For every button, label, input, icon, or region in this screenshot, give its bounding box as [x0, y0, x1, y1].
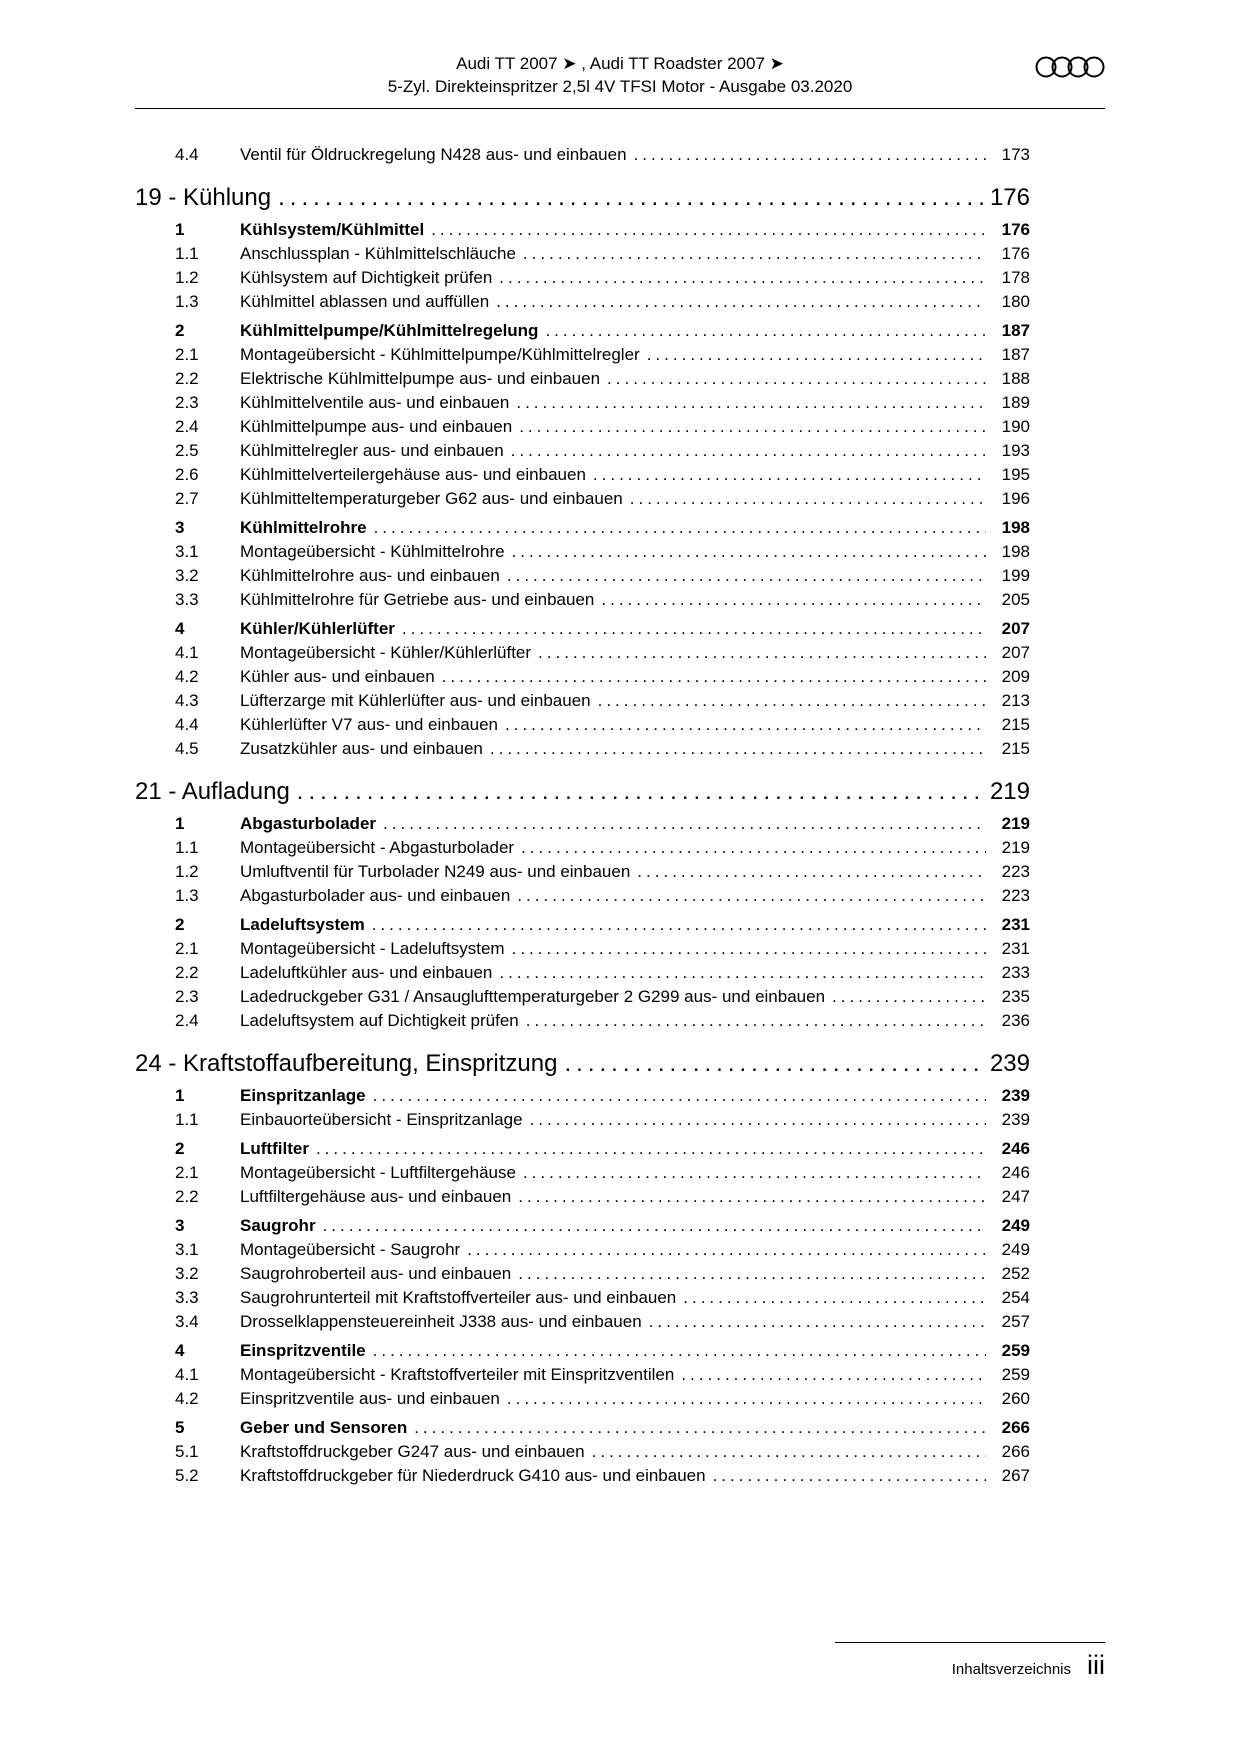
entry-number: 2.6: [175, 465, 199, 484]
entry-number: 2.4: [175, 417, 199, 436]
entry-title: Geber und Sensoren: [240, 1418, 408, 1437]
entry-title: Abgasturbolader aus- und einbauen: [240, 886, 511, 905]
entry-number: 1.2: [175, 862, 199, 881]
dot-leader: [376, 812, 986, 836]
dot-leader: [435, 665, 986, 689]
toc-section-row: [135, 617, 1030, 641]
entry-page-number: 188: [1001, 369, 1030, 388]
entry-number: 2.1: [175, 939, 199, 958]
entry-page-number: 215: [1001, 739, 1030, 758]
dot-leader: [366, 1084, 986, 1108]
entry-page-number: 190: [1001, 417, 1030, 436]
entry-page-number: 252: [1001, 1264, 1030, 1283]
dot-leader: [290, 777, 986, 807]
dot-leader: [365, 913, 986, 937]
entry-title: Ladeluftsystem auf Dichtigkeit prüfen: [240, 1011, 519, 1030]
dot-leader: [367, 516, 986, 540]
entry-page-number: 193: [1001, 441, 1030, 460]
entry-page-number: 266: [1001, 1418, 1030, 1437]
dot-leader: [460, 1238, 986, 1262]
entry-number: 4.1: [175, 643, 199, 662]
toc-chapter-row: [135, 183, 1030, 213]
chapter-title: 24 - Kraftstoffaufbereitung, Einspritzung: [135, 1050, 558, 1077]
entry-page-number: 198: [1001, 542, 1030, 561]
toc-section-row: [135, 1084, 1030, 1108]
entry-number: 3: [175, 1216, 185, 1235]
entry-page-number: 239: [1001, 1086, 1030, 1105]
toc-entry-row: [135, 1161, 1030, 1185]
entry-title: Kühlmittelpumpe/Kühlmittelregelung: [240, 321, 539, 340]
toc-entry-row: [135, 937, 1030, 961]
entry-page-number: 259: [1001, 1365, 1030, 1384]
entry-title: Kühler aus- und einbauen: [240, 667, 435, 686]
entry-title: Kühlmittel ablassen und auffüllen: [240, 292, 490, 311]
dot-leader: [498, 713, 986, 737]
entry-page-number: 231: [1001, 915, 1030, 934]
toc-section-row: [135, 516, 1030, 540]
toc-entry-row: [135, 1185, 1030, 1209]
entry-page-number: 180: [1001, 292, 1030, 311]
dot-leader: [492, 266, 986, 290]
dot-leader: [591, 689, 986, 713]
entry-title: Kühlmittelrohre: [240, 518, 367, 537]
toc-entry-row: [135, 1387, 1030, 1411]
dot-leader: [492, 961, 986, 985]
entry-number: 2.3: [175, 987, 199, 1006]
entry-page-number: 189: [1001, 393, 1030, 412]
entry-page-number: 198: [1001, 518, 1030, 537]
entry-number: 2.5: [175, 441, 199, 460]
toc-entry-row: [135, 343, 1030, 367]
toc-entry-row: [135, 143, 1030, 167]
entry-title: Montageübersicht - Ladeluftsystem: [240, 939, 505, 958]
dot-leader: [519, 1009, 986, 1033]
entry-title: Kühlerlüfter V7 aus- und einbauen: [240, 715, 499, 734]
entry-title: Elektrische Kühlmittelpumpe aus- und einbauen: [240, 369, 601, 388]
entry-title: Umluftventil für Turbolader N249 aus- und einbauen: [240, 862, 631, 881]
dot-leader: [504, 439, 986, 463]
entry-page-number: 205: [1001, 590, 1030, 609]
toc-entry-row: [135, 641, 1030, 665]
entry-number: 1.1: [175, 244, 199, 263]
toc-entry-row: [135, 242, 1030, 266]
entry-number: 1.2: [175, 268, 199, 287]
entry-title: Kühler/Kühlerlüfter: [240, 619, 395, 638]
toc-entry-row: [135, 439, 1030, 463]
entry-title: Zusatzkühler aus- und einbauen: [240, 739, 483, 758]
entry-number: 4.3: [175, 691, 199, 710]
dot-leader: [674, 1363, 986, 1387]
entry-title: Montageübersicht - Kühler/Kühlerlüfter: [240, 643, 532, 662]
entry-title: Montageübersicht - Luftfiltergehäuse: [240, 1163, 516, 1182]
entry-title: Saugrohrunterteil mit Kraftstoffverteiler aus- und einbauen: [240, 1288, 677, 1307]
entry-title: Kühlsystem/Kühlmittel: [240, 220, 425, 239]
entry-page-number: 209: [1001, 667, 1030, 686]
entry-number: 2.4: [175, 1011, 199, 1030]
entry-title: Kühlmittelrohre für Getriebe aus- und einbauen: [240, 590, 595, 609]
toc-section-row: [135, 218, 1030, 242]
entry-page-number: 249: [1001, 1240, 1030, 1259]
chapter-title: 21 - Aufladung: [135, 778, 290, 805]
entry-page-number: 239: [989, 1050, 1030, 1077]
toc-entry-row: [135, 860, 1030, 884]
dot-leader: [538, 319, 986, 343]
header-title-line2: 5-Zyl. Direkteinspritzer 2,5l 4V TFSI Motor - Ausgabe 03.2020: [387, 77, 853, 96]
footer-label: Inhaltsverzeichnis: [951, 1661, 1071, 1678]
entry-number: 3: [175, 518, 185, 537]
entry-title: Kühlmittelpumpe aus- und einbauen: [240, 417, 513, 436]
chapter-title: 19 - Kühlung: [135, 184, 272, 211]
entry-title: Ladedruckgeber G31 / Ansauglufttemperaturgeber 2 G299 aus- und einbauen: [240, 987, 826, 1006]
toc-entry-row: [135, 1262, 1030, 1286]
page-footer: [135, 1642, 1105, 1679]
entry-number: 2.2: [175, 369, 199, 388]
toc-entry-row: [135, 1440, 1030, 1464]
page-header: [135, 52, 1105, 109]
entry-title: Ladeluftsystem: [240, 915, 365, 934]
entry-page-number: 257: [1001, 1312, 1030, 1331]
entry-page-number: 266: [1001, 1442, 1030, 1461]
entry-title: Einspritzventile: [240, 1341, 366, 1360]
entry-title: Montageübersicht - Kraftstoffverteiler mit Einspritzventilen: [240, 1365, 675, 1384]
entry-number: 2.1: [175, 345, 199, 364]
dot-leader: [483, 737, 986, 761]
dot-leader: [489, 290, 986, 314]
dot-leader: [516, 1161, 986, 1185]
entry-page-number: 259: [1001, 1341, 1030, 1360]
toc-section-row: [135, 1137, 1030, 1161]
entry-number: 3.1: [175, 1240, 199, 1259]
entry-number: 2.1: [175, 1163, 199, 1182]
toc-entry-row: [135, 665, 1030, 689]
toc-section-row: [135, 1214, 1030, 1238]
entry-page-number: 176: [1001, 220, 1030, 239]
entry-number: 1: [175, 814, 185, 833]
toc-entry-row: [135, 961, 1030, 985]
dot-leader: [585, 1440, 986, 1464]
dot-leader: [512, 415, 986, 439]
toc: [135, 143, 1030, 1488]
dot-leader: [395, 617, 986, 641]
entry-number: 5.2: [175, 1466, 199, 1485]
toc-entry-row: [135, 985, 1030, 1009]
dot-leader: [316, 1214, 986, 1238]
dot-leader: [523, 1108, 986, 1132]
entry-title: Drosselklappensteuereinheit J338 aus- und einbauen: [240, 1312, 642, 1331]
dot-leader: [531, 641, 986, 665]
entry-number: 1.3: [175, 886, 199, 905]
toc-section-row: [135, 812, 1030, 836]
dot-leader: [510, 884, 986, 908]
entry-title: Kraftstoffdruckgeber für Niederdruck G410 aus- und einbauen: [240, 1466, 706, 1485]
entry-number: 4.2: [175, 667, 199, 686]
dot-leader: [557, 1049, 986, 1079]
toc-entry-row: [135, 588, 1030, 612]
entry-number: 1: [175, 220, 185, 239]
entry-number: 3.2: [175, 566, 199, 585]
entry-page-number: 233: [1001, 963, 1030, 982]
dot-leader: [500, 564, 986, 588]
entry-page-number: 176: [1001, 244, 1030, 263]
entry-page-number: 247: [1001, 1187, 1030, 1206]
entry-title: Einspritzanlage: [240, 1086, 366, 1105]
dot-leader: [500, 1387, 986, 1411]
toc-entry-row: [135, 884, 1030, 908]
entry-title: Saugrohroberteil aus- und einbauen: [240, 1264, 512, 1283]
toc-entry-row: [135, 367, 1030, 391]
entry-page-number: 260: [1001, 1389, 1030, 1408]
toc-entry-row: [135, 415, 1030, 439]
dot-leader: [424, 218, 986, 242]
dot-leader: [642, 1310, 986, 1334]
entry-number: 4: [175, 619, 185, 638]
dot-leader: [309, 1137, 986, 1161]
toc-entry-row: [135, 713, 1030, 737]
entry-number: 3.2: [175, 1264, 199, 1283]
entry-title: Ladeluftkühler aus- und einbauen: [240, 963, 493, 982]
dot-leader: [706, 1464, 986, 1488]
entry-number: 2: [175, 1139, 185, 1158]
entry-title: Montageübersicht - Kühlmittelrohre: [240, 542, 505, 561]
entry-number: 4.5: [175, 739, 199, 758]
dot-leader: [511, 1185, 986, 1209]
entry-title: Kühlmitteltemperaturgeber G62 aus- und einbauen: [240, 489, 623, 508]
entry-title: Luftfiltergehäuse aus- und einbauen: [240, 1187, 512, 1206]
toc-entry-row: [135, 540, 1030, 564]
entry-page-number: 246: [1001, 1163, 1030, 1182]
toc-entry-row: [135, 836, 1030, 860]
entry-number: 1: [175, 1086, 185, 1105]
entry-page-number: 213: [1001, 691, 1030, 710]
entry-title: Montageübersicht - Kühlmittelpumpe/Kühlmittelregler: [240, 345, 640, 364]
entry-number: 2: [175, 915, 185, 934]
entry-title: Abgasturbolader: [240, 814, 377, 833]
entry-number: 4.4: [175, 145, 199, 164]
entry-page-number: 235: [1001, 987, 1030, 1006]
dot-leader: [630, 860, 986, 884]
entry-page-number: 207: [1001, 643, 1030, 662]
entry-page-number: 187: [1001, 345, 1030, 364]
entry-page-number: 178: [1001, 268, 1030, 287]
dot-leader: [511, 1262, 986, 1286]
toc-section-row: [135, 1416, 1030, 1440]
entry-page-number: 231: [1001, 939, 1030, 958]
entry-title: Saugrohr: [240, 1216, 316, 1235]
toc-entry-row: [135, 1363, 1030, 1387]
entry-page-number: 219: [1001, 814, 1030, 833]
toc-entry-row: [135, 737, 1030, 761]
entry-page-number: 254: [1001, 1288, 1030, 1307]
dot-leader: [407, 1416, 986, 1440]
footer-page-number: iii: [1087, 1650, 1105, 1680]
entry-number: 5: [175, 1418, 185, 1437]
toc-chapter-row: [135, 777, 1030, 807]
entry-page-number: 223: [1001, 862, 1030, 881]
entry-page-number: 239: [1001, 1110, 1030, 1129]
dot-leader: [676, 1286, 986, 1310]
entry-number: 2.3: [175, 393, 199, 412]
entry-page-number: 176: [989, 184, 1030, 211]
dot-leader: [600, 367, 986, 391]
entry-title: Kühlsystem auf Dichtigkeit prüfen: [240, 268, 493, 287]
entry-number: 3.3: [175, 590, 199, 609]
entry-title: Anschlussplan - Kühlmittelschläuche: [240, 244, 516, 263]
entry-number: 4.1: [175, 1365, 199, 1384]
header-title-line1: Audi TT 2007 ➤ , Audi TT Roadster 2007 ➤: [456, 54, 784, 73]
dot-leader: [505, 937, 986, 961]
dot-leader: [825, 985, 986, 1009]
toc-section-row: [135, 1339, 1030, 1363]
toc-entry-row: [135, 391, 1030, 415]
entry-number: 1.1: [175, 838, 199, 857]
entry-number: 4.2: [175, 1389, 199, 1408]
entry-page-number: 195: [1001, 465, 1030, 484]
entry-number: 2: [175, 321, 185, 340]
entry-title: Kühlmittelregler aus- und einbauen: [240, 441, 504, 460]
dot-leader: [627, 143, 986, 167]
dot-leader: [505, 540, 986, 564]
entry-title: Einspritzventile aus- und einbauen: [240, 1389, 500, 1408]
entry-page-number: 219: [1001, 838, 1030, 857]
dot-leader: [514, 836, 986, 860]
entry-page-number: 207: [1001, 619, 1030, 638]
toc-entry-row: [135, 1238, 1030, 1262]
dot-leader: [623, 487, 986, 511]
dot-leader: [594, 588, 986, 612]
entry-number: 2.7: [175, 489, 199, 508]
footer-box: [835, 1642, 1105, 1679]
entry-page-number: 196: [1001, 489, 1030, 508]
entry-page-number: 219: [989, 778, 1030, 805]
entry-number: 3.1: [175, 542, 199, 561]
dot-leader: [586, 463, 986, 487]
entry-page-number: 187: [1001, 321, 1030, 340]
entry-page-number: 267: [1001, 1466, 1030, 1485]
entry-number: 3.4: [175, 1312, 199, 1331]
entry-title: Kühlmittelrohre aus- und einbauen: [240, 566, 500, 585]
entry-title: Montageübersicht - Abgasturbolader: [240, 838, 515, 857]
toc-entry-row: [135, 290, 1030, 314]
entry-number: 4.4: [175, 715, 199, 734]
entry-title: Montageübersicht - Saugrohr: [240, 1240, 461, 1259]
toc-entry-row: [135, 487, 1030, 511]
toc-entry-row: [135, 463, 1030, 487]
entry-title: Einbauorteübersicht - Einspritzanlage: [240, 1110, 523, 1129]
entry-page-number: 236: [1001, 1011, 1030, 1030]
entry-number: 2.2: [175, 1187, 199, 1206]
toc-entry-row: [135, 1286, 1030, 1310]
entry-page-number: 249: [1001, 1216, 1030, 1235]
dot-leader: [516, 242, 986, 266]
entry-title: Kraftstoffdruckgeber G247 aus- und einbauen: [240, 1442, 585, 1461]
entry-number: 2.2: [175, 963, 199, 982]
entry-page-number: 199: [1001, 566, 1030, 585]
entry-number: 1.1: [175, 1110, 199, 1129]
entry-title: Luftfilter: [240, 1139, 309, 1158]
audi-rings-icon: [1035, 54, 1105, 80]
toc-section-row: [135, 319, 1030, 343]
toc-entry-row: [135, 564, 1030, 588]
toc-section-row: [135, 913, 1030, 937]
entry-title: Ventil für Öldruckregelung N428 aus- und einbauen: [240, 145, 627, 164]
entry-number: 3.3: [175, 1288, 199, 1307]
entry-page-number: 246: [1001, 1139, 1030, 1158]
toc-entry-row: [135, 1310, 1030, 1334]
entry-number: 5.1: [175, 1442, 199, 1461]
toc-entry-row: [135, 1108, 1030, 1132]
entry-title: Kühlmittelventile aus- und einbauen: [240, 393, 510, 412]
toc-entry-row: [135, 266, 1030, 290]
dot-leader: [271, 183, 986, 213]
entry-number: 1.3: [175, 292, 199, 311]
dot-leader: [640, 343, 986, 367]
entry-page-number: 223: [1001, 886, 1030, 905]
entry-page-number: 173: [1001, 145, 1030, 164]
entry-title: Kühlmittelverteilergehäuse aus- und einbauen: [240, 465, 586, 484]
entry-page-number: 215: [1001, 715, 1030, 734]
toc-entry-row: [135, 1009, 1030, 1033]
toc-chapter-row: [135, 1049, 1030, 1079]
dot-leader: [366, 1339, 986, 1363]
entry-number: 4: [175, 1341, 185, 1360]
dot-leader: [509, 391, 986, 415]
toc-entry-row: [135, 689, 1030, 713]
entry-title: Lüfterzarge mit Kühlerlüfter aus- und einbauen: [240, 691, 591, 710]
toc-entry-row: [135, 1464, 1030, 1488]
